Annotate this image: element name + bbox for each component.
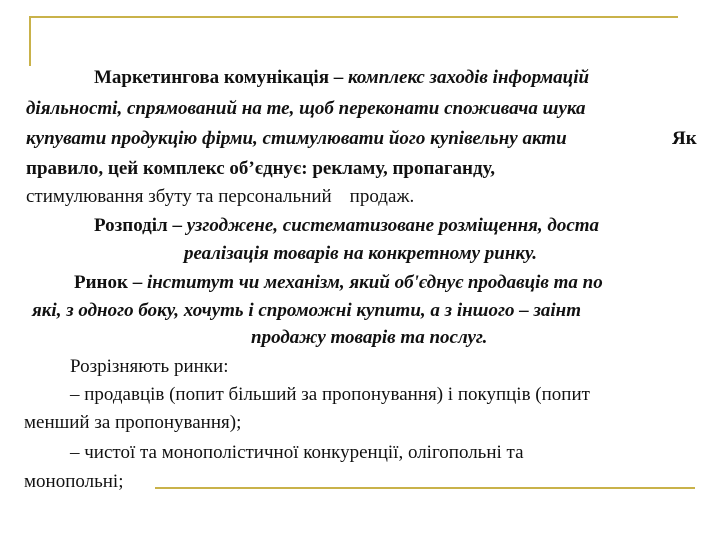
frame-top-line <box>30 16 678 18</box>
p2-line-2: реалізація товарів на конкретному ринку. <box>184 243 538 264</box>
p1-line-2: діяльності, спрямований на те, щоб переконати споживача шука <box>26 98 586 119</box>
p4-line-1: Розрізняють ринки: <box>70 356 229 377</box>
p2-term: Розподіл – <box>94 215 187 236</box>
p4-line-5: монопольні; <box>24 471 124 492</box>
p1-line-5-a: стимулювання збуту та персональний <box>26 186 332 207</box>
p1-line-3: купувати продукцію фірми, стимулювати його купівельну акти <box>26 128 567 149</box>
p1-line-5 <box>26 186 414 208</box>
p3-term: Ринок – <box>74 272 147 293</box>
p1-definition-start: комплекс заходів інформацій <box>348 67 590 88</box>
p3-definition-start: інститут чи механізм, який об'єднує продавців та по <box>146 272 603 293</box>
p3-line-3: продажу товарів та послуг. <box>251 327 488 348</box>
p2-line-1 <box>94 215 599 237</box>
p1-term: Маркетингова комунікація – <box>94 67 348 88</box>
frame-bottom-line <box>155 487 695 489</box>
p2-definition-start: узгоджене, систематизоване розміщення, доста <box>186 215 600 236</box>
p4-line-3: менший за пропонування); <box>24 412 242 433</box>
p1-line-4: правило, цей комплекс об’єднує: рекламу, пропаганду, <box>26 158 495 179</box>
frame-left-line <box>29 16 31 66</box>
p1-overlap-text: Як <box>672 128 697 149</box>
p3-line-2: які, з одного боку, хочуть і спроможні купити, а з іншого – заінт <box>32 300 582 321</box>
p1-line-5-b: продаж. <box>349 186 415 207</box>
p4-line-2: – продавців (попит більший за пропонування) і покупців (попит <box>70 384 590 405</box>
p1-line-1 <box>94 67 589 89</box>
p3-line-1 <box>74 272 603 294</box>
p4-line-4: – чистої та монополістичної конкуренції, олігопольні та <box>70 442 524 463</box>
